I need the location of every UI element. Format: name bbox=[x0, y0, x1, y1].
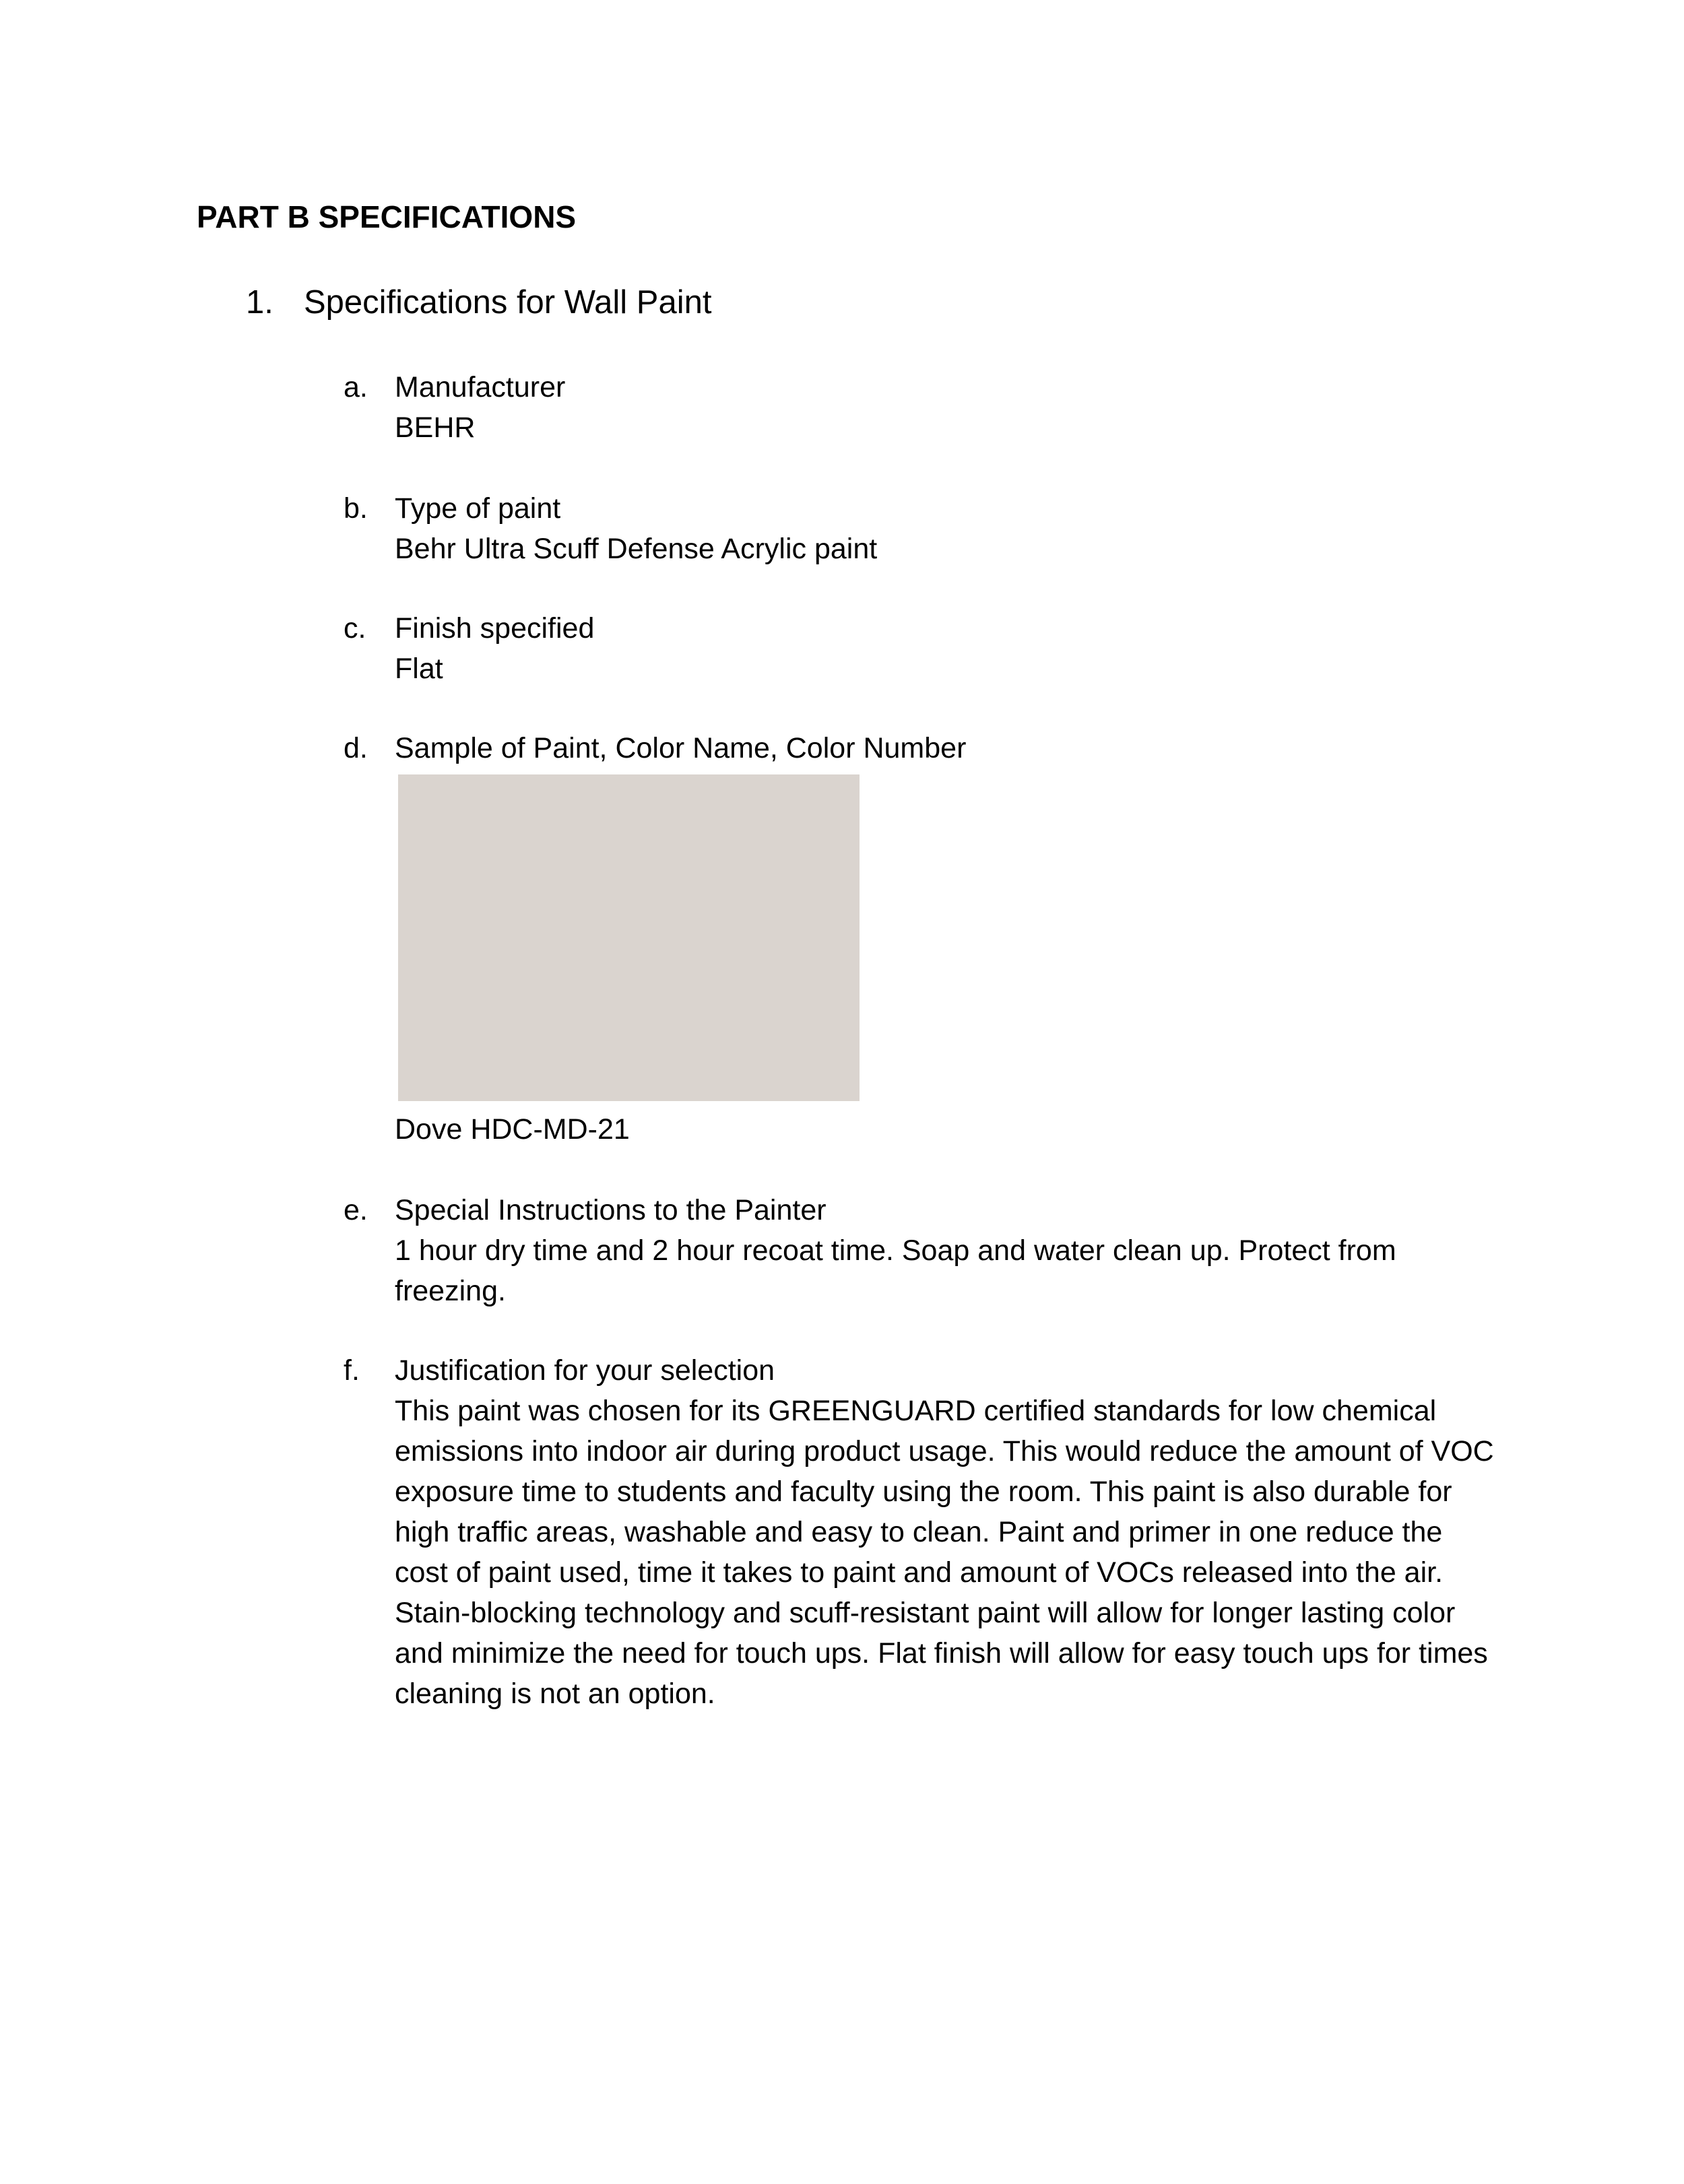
item-justification bbox=[395, 1350, 1499, 1714]
color-caption-block bbox=[395, 1109, 1499, 1150]
item-label: Justification for your selection bbox=[395, 1354, 775, 1387]
item-text: 1 hour dry time and 2 hour recoat time. Soap and water clean up. Protect from freezing. bbox=[395, 1234, 1396, 1307]
color-caption: Dove HDC-MD-21 bbox=[395, 1113, 630, 1146]
item-manufacturer bbox=[395, 367, 1499, 448]
item-instructions bbox=[395, 1190, 1499, 1311]
item-marker-justification: f. bbox=[344, 1354, 360, 1387]
item-finish bbox=[395, 608, 1499, 689]
item-value: Behr Ultra Scuff Defense Acrylic paint bbox=[395, 533, 878, 565]
item-label: Manufacturer bbox=[395, 371, 566, 403]
item-value: Flat bbox=[395, 653, 443, 685]
page-title: PART B SPECIFICATIONS bbox=[197, 199, 577, 234]
item-label: Type of paint bbox=[395, 492, 561, 525]
item-value: BEHR bbox=[395, 411, 476, 444]
item-marker-manufacturer: a. bbox=[344, 371, 368, 403]
item-sample bbox=[395, 728, 1499, 768]
section-number: 1. bbox=[246, 284, 273, 321]
paint-color-swatch bbox=[398, 774, 860, 1101]
item-text: This paint was chosen for its GREENGUARD certified standards for low chemical emissions into indoor air during product usage. This would reduce the amount of VOC exposure time to students and faculty using the room. This paint is also durable for high traffic areas, washable and easy to clean. Paint and primer in one reduce the cost of paint used, time it takes to paint and amount of VOCs released into the air. Stain-blocking technology and scuff-resistant paint will allow for longer lasting color and minimize the need for touch ups. Flat finish will allow for easy touch ups for times cleaning is not an option. bbox=[395, 1395, 1494, 1710]
item-marker-type-of-paint: b. bbox=[344, 492, 368, 525]
item-label: Finish specified bbox=[395, 612, 595, 644]
item-marker-finish: c. bbox=[344, 612, 366, 644]
item-label: Sample of Paint, Color Name, Color Number bbox=[395, 732, 967, 764]
item-type-of-paint bbox=[395, 488, 1499, 569]
item-marker-instructions: e. bbox=[344, 1194, 368, 1226]
item-label: Special Instructions to the Painter bbox=[395, 1194, 827, 1226]
section-heading: Specifications for Wall Paint bbox=[304, 284, 712, 321]
item-marker-sample: d. bbox=[344, 732, 368, 764]
